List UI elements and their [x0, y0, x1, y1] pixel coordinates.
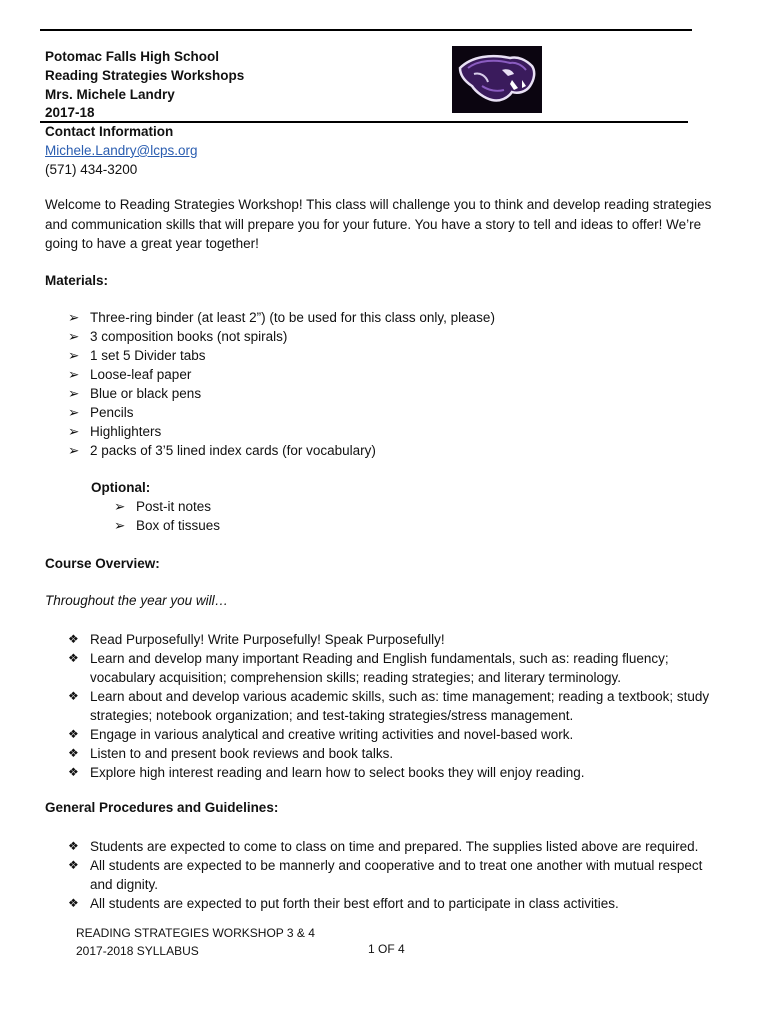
arrow-bullet-icon: ➢ — [68, 424, 80, 439]
school-name: Potomac Falls High School — [45, 49, 220, 64]
list-item: ❖ Engage in various analytical and creative writing activities and novel-based work. — [68, 727, 574, 742]
procedures-heading: General Procedures and Guidelines: — [45, 800, 279, 815]
list-item: ❖ All students are expected to be mannerly and cooperative and to treat one another with mutual respect and dignity. — [68, 858, 703, 892]
document-header — [45, 48, 244, 123]
list-item: ➢ Loose-leaf paper — [68, 367, 192, 382]
list-item: ❖ Learn about and develop various academic skills, such as: time management; reading a textbook; study strategies; notebook organization; and test-taking strategies/stress management. — [68, 689, 710, 723]
arrow-bullet-icon: ➢ — [114, 499, 126, 514]
arrow-bullet-icon: ➢ — [68, 386, 80, 401]
optional-list — [114, 497, 220, 535]
contact-block — [45, 123, 198, 179]
overview-intro: Throughout the year you will… — [45, 593, 229, 608]
optional-heading: Optional: — [91, 480, 151, 495]
list-item: ❖ Read Purposefully! Write Purposefully! Speak Purposefully! — [68, 632, 445, 647]
diamond-bullet-icon: ❖ — [68, 765, 79, 779]
page-footer — [76, 924, 315, 960]
list-item: ➢ Post-it notes — [114, 499, 212, 514]
panther-mascot-icon — [452, 46, 542, 113]
list-item: ❖ Explore high interest reading and learn how to select books they will enjoy reading. — [68, 765, 585, 780]
contact-title: Contact Information — [45, 124, 174, 139]
diamond-bullet-icon: ❖ — [68, 746, 79, 760]
page-number: 1 OF 4 — [368, 942, 405, 956]
overview-list — [68, 630, 728, 782]
list-item: ➢ Box of tissues — [114, 518, 221, 533]
footer-course-title: READING STRATEGIES WORKSHOP 3 & 4 — [76, 926, 315, 940]
course-overview-heading: Course Overview: — [45, 556, 160, 571]
arrow-bullet-icon: ➢ — [68, 443, 80, 458]
list-item: ➢ 2 packs of 3’5 lined index cards (for vocabulary) — [68, 443, 376, 458]
materials-list — [68, 308, 495, 460]
footer-syllabus-year: 2017-2018 SYLLABUS — [76, 944, 199, 958]
list-item: ❖ Learn and develop many important Reading and English fundamentals, such as: reading fluency; vocabulary acquisition; comprehension skills; reading strategies; and literary terminology. — [68, 651, 669, 685]
diamond-bullet-icon: ❖ — [68, 651, 79, 665]
list-item: ➢ Blue or black pens — [68, 386, 202, 401]
materials-heading: Materials: — [45, 273, 109, 288]
diamond-bullet-icon: ❖ — [68, 632, 79, 646]
list-item: ➢ Three-ring binder (at least 2”) (to be used for this class only, please) — [68, 310, 495, 325]
phone-number: (571) 434-3200 — [45, 161, 138, 177]
school-year: 2017-18 — [45, 105, 95, 121]
top-rule — [40, 29, 692, 31]
arrow-bullet-icon: ➢ — [114, 518, 126, 533]
list-item: ➢ 1 set 5 Divider tabs — [68, 348, 206, 363]
list-item: ➢ 3 composition books (not spirals) — [68, 329, 288, 344]
arrow-bullet-icon: ➢ — [68, 348, 80, 363]
diamond-bullet-icon: ❖ — [68, 727, 79, 741]
course-name: Reading Strategies Workshops — [45, 67, 245, 83]
list-item: ❖ Listen to and present book reviews and book talks. — [68, 746, 394, 761]
list-item: ❖ All students are expected to put forth their best effort and to participate in class activities. — [68, 896, 619, 911]
arrow-bullet-icon: ➢ — [68, 329, 80, 344]
arrow-bullet-icon: ➢ — [68, 405, 80, 420]
welcome-paragraph: Welcome to Reading Strategies Workshop! This class will challenge you to think and develop reading strategies and communication skills that will prepare you for your future. You have a story to tell and ideas to offer! We’re going to have a great year together! — [45, 197, 712, 251]
teacher-name: Mrs. Michele Landry — [45, 86, 175, 102]
diamond-bullet-icon: ❖ — [68, 858, 79, 872]
email-link[interactable]: Michele.Landry@lcps.org — [45, 142, 198, 158]
diamond-bullet-icon: ❖ — [68, 896, 79, 910]
list-item: ➢ Pencils — [68, 405, 134, 420]
list-item: ➢ Highlighters — [68, 424, 162, 439]
procedures-list — [68, 837, 728, 913]
diamond-bullet-icon: ❖ — [68, 839, 79, 853]
arrow-bullet-icon: ➢ — [68, 310, 80, 325]
arrow-bullet-icon: ➢ — [68, 367, 80, 382]
list-item: ❖ Students are expected to come to class on time and prepared. The supplies listed above are required. — [68, 839, 699, 854]
diamond-bullet-icon: ❖ — [68, 689, 79, 703]
